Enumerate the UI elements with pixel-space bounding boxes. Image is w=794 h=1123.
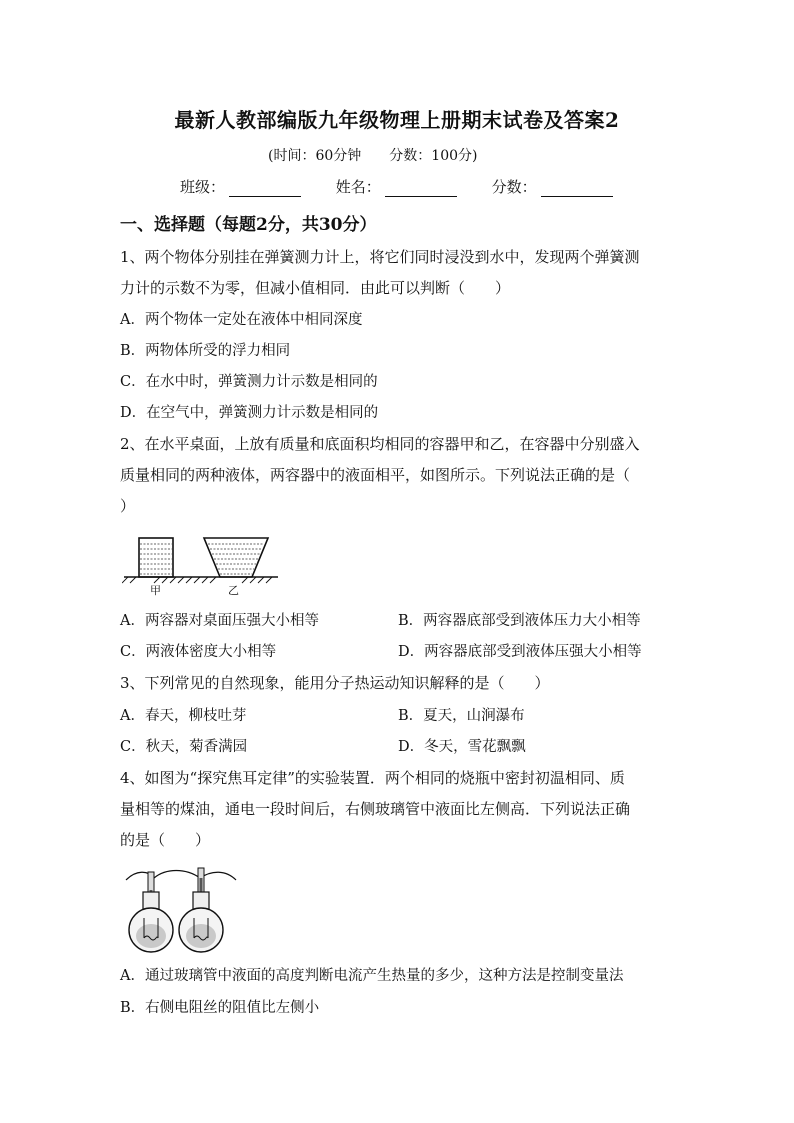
question-3-option-d: D．冬天，雪花飘飘 (398, 739, 526, 755)
question-1-option-a: A．两个物体一定处在液体中相同深度 (120, 312, 363, 328)
name-blank (385, 181, 457, 197)
class-field (180, 176, 301, 197)
question-2-stem-line3: ） (120, 497, 136, 515)
joule-law-apparatus-figure (122, 864, 240, 954)
figure-label-jia: 甲 (150, 584, 161, 597)
question-3-stem: 3、下列常见的自然现象，能用分子热运动知识解释的是（ ） (120, 674, 550, 692)
exam-score: 分数：100分) (389, 148, 478, 164)
question-1-stem-line1: 1、两个物体分别挂在弹簧测力计上，将它们同时浸没到水中，发现两个弹簧测 (120, 248, 640, 266)
question-4-option-b: B．右侧电阻丝的阻值比左侧小 (120, 1000, 320, 1016)
page-title: 最新人教部编版九年级物理上册期末试卷及答案2 (174, 108, 620, 132)
question-1-option-d: D．在空气中，弹簧测力计示数是相同的 (120, 405, 379, 421)
question-4-option-a: A．通过玻璃管中液面的高度判断电流产生热量的多少，这种方法是控制变量法 (120, 968, 624, 984)
section-title: 一、选择题（每题2分，共30分） (120, 215, 377, 235)
figure-label-yi: 乙 (228, 584, 239, 597)
score-label: 分数： (491, 178, 537, 196)
question-1-stem-line2: 力计的示数不为零，但减小值相同．由此可以判断（ ） (120, 279, 511, 297)
name-field (336, 176, 457, 197)
class-blank (229, 181, 301, 197)
question-4-stem-line3: 的是（ ） (120, 831, 211, 849)
question-2-option-a: A．两容器对桌面压强大小相等 (120, 613, 319, 629)
question-2-stem-line1: 2、在水平桌面，上放有质量和底面积均相同的容器甲和乙，在容器中分别盛入 (120, 435, 640, 453)
question-4-stem-line2: 量相等的煤油，通电一段时间后，右侧玻璃管中液面比左侧高．下列说法正确 (120, 800, 631, 818)
question-2-stem-line2: 质量相同的两种液体，两容器中的液面相平，如图所示。下列说法正确的是（ (120, 466, 631, 484)
score-blank (541, 181, 613, 197)
question-3-option-c: C．秋天，菊香满园 (120, 739, 248, 755)
question-2-option-c: C．两液体密度大小相等 (120, 644, 277, 660)
name-label: 姓名： (335, 178, 381, 196)
question-2-option-d: D．两容器底部受到液体压强大小相等 (398, 644, 642, 660)
container-figure (122, 534, 282, 598)
exam-time: (时间：60分钟 (268, 148, 362, 164)
question-3-option-a: A．春天，柳枝吐芽 (120, 708, 247, 724)
class-label: 班级： (180, 178, 226, 196)
score-field (492, 176, 613, 197)
exam-meta (268, 145, 505, 165)
question-1-option-c: C．在水中时，弹簧测力计示数是相同的 (120, 374, 378, 390)
question-2-option-b: B．两容器底部受到液体压力大小相等 (398, 613, 641, 629)
question-4-stem-line1: 4、如图为“探究焦耳定律”的实验装置．两个相同的烧瓶中密封初温相同、质 (120, 769, 625, 787)
question-3-option-b: B．夏天，山涧瀑布 (398, 708, 525, 724)
student-info (180, 176, 643, 197)
question-1-option-b: B．两物体所受的浮力相同 (120, 343, 291, 359)
